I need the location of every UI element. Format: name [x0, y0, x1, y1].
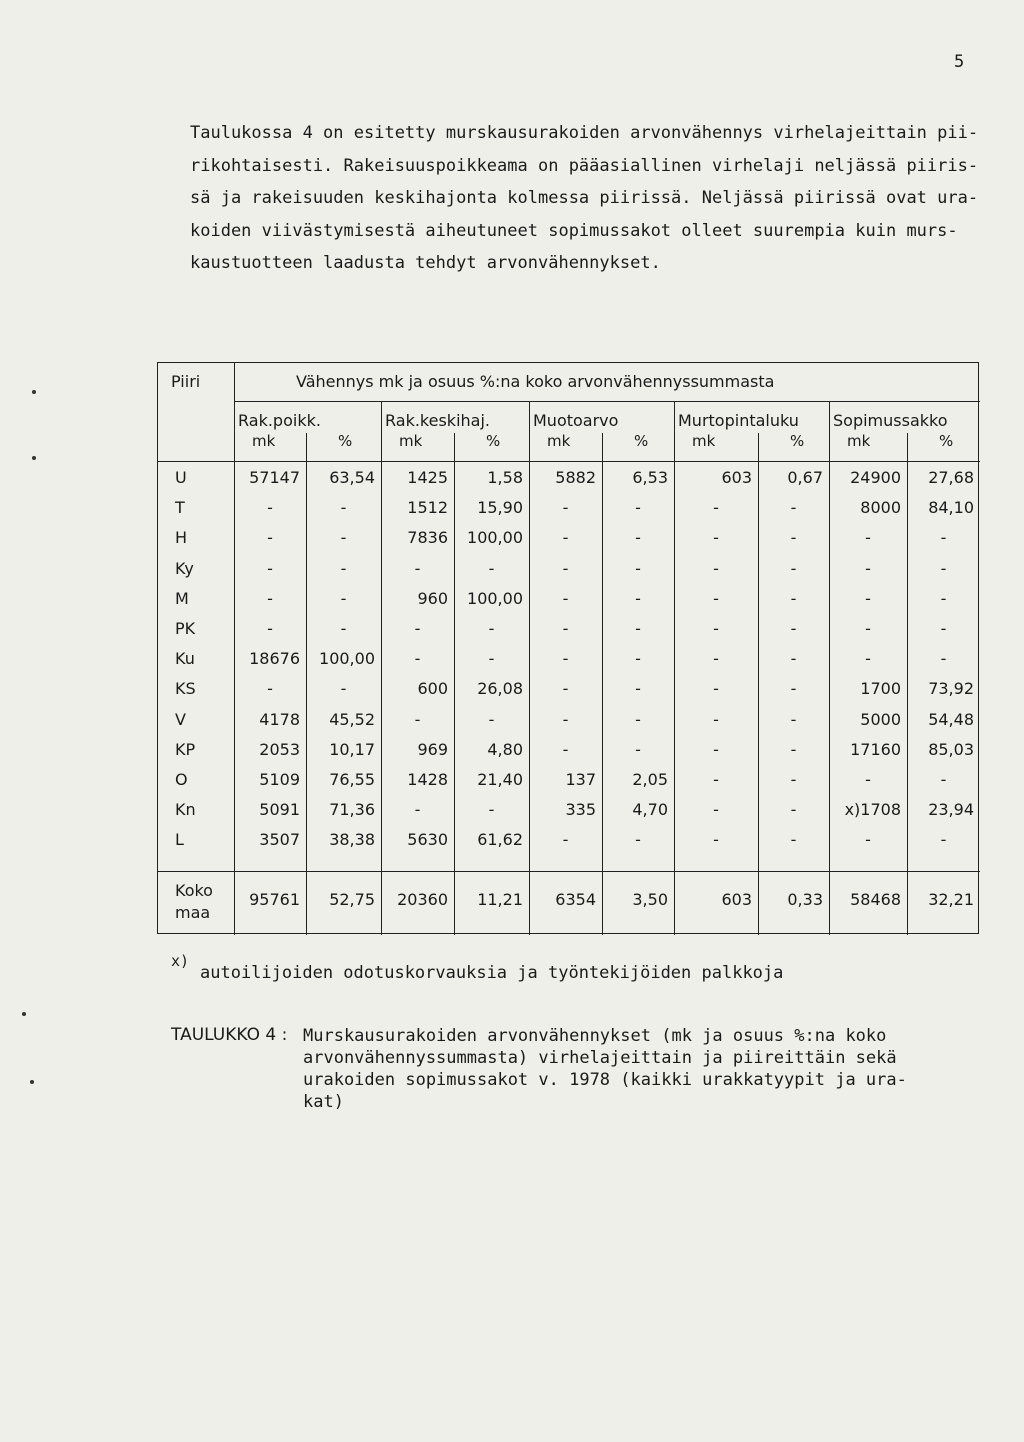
table-cell: -: [635, 649, 641, 669]
table-cell: 76,55: [329, 770, 375, 789]
total-cell: 20360: [397, 890, 448, 909]
table-cell: 84,10: [928, 498, 974, 518]
row-label: T: [175, 498, 185, 518]
row-label: KS: [175, 679, 196, 699]
table-cell: 4,80: [487, 739, 523, 759]
table-cell: -: [267, 619, 273, 638]
table-cell: -: [790, 528, 797, 548]
table-cell: -: [713, 588, 719, 608]
table-cell: 18676: [249, 649, 300, 669]
group-header: Sopimussakko: [833, 411, 948, 430]
table-cell: -: [562, 649, 569, 669]
table-cell: 335: [565, 800, 596, 820]
table-cell: 27,68: [928, 468, 974, 487]
table-cell: -: [865, 770, 871, 789]
table-cell: -: [790, 679, 797, 699]
unit-mk: mk: [399, 432, 423, 450]
table-cell: 57147: [249, 468, 300, 487]
row-label: KP: [175, 739, 196, 759]
table-rule: [234, 401, 980, 402]
table-rule: [907, 433, 908, 461]
row-label: PK: [175, 619, 196, 638]
table-cell: -: [267, 588, 273, 608]
table-cell: 2053: [259, 739, 300, 759]
table-cell: -: [713, 498, 719, 518]
total-cell: 3,50: [632, 890, 668, 909]
paragraph-line: kaustuotteen laadusta tehdyt arvonvähennykset.: [190, 253, 661, 273]
table-rule: [234, 363, 235, 935]
row-label: L: [175, 830, 184, 850]
table-cell: -: [340, 588, 347, 608]
table-cell: 10,17: [329, 739, 375, 759]
table-cell: 15,90: [477, 498, 523, 518]
table-cell: -: [267, 528, 273, 548]
table-rule: [602, 433, 603, 461]
unit-pct: %: [486, 432, 501, 450]
table-cell: -: [267, 679, 273, 699]
total-cell: 58468: [850, 890, 901, 909]
table-cell: -: [488, 800, 495, 820]
table-cell: -: [940, 528, 947, 548]
table-cell: -: [562, 528, 569, 548]
table-cell: -: [488, 649, 495, 669]
table-cell: -: [635, 498, 641, 518]
row-label: H: [175, 528, 188, 548]
table-cell: -: [713, 800, 719, 820]
table-cell: -: [414, 800, 421, 820]
body-paragraph: [190, 117, 990, 280]
table-cell: 100,00: [467, 528, 523, 548]
table-cell: -: [562, 709, 569, 729]
caption-text: [303, 1025, 943, 1113]
table-cell: -: [940, 649, 947, 669]
row-label: V: [175, 709, 186, 729]
total-label: maa: [175, 903, 211, 922]
table-rule: [306, 433, 307, 461]
total-cell: 95761: [249, 890, 300, 909]
table-cell: 5109: [259, 770, 300, 789]
table-cell: -: [562, 679, 569, 699]
table-cell: -: [790, 830, 797, 850]
margin-dot: [30, 1080, 34, 1084]
unit-pct: %: [634, 432, 649, 450]
table-cell: 0,67: [787, 468, 823, 487]
unit-mk: mk: [847, 432, 871, 450]
total-label: Koko: [175, 881, 213, 900]
group-header: Rak.keskihaj.: [385, 411, 490, 430]
table-cell: -: [635, 739, 641, 759]
table-cell: 17160: [850, 739, 901, 759]
table-cell: -: [340, 619, 347, 638]
table-cell: -: [488, 709, 495, 729]
table-cell: -: [562, 588, 569, 608]
table-cell: 3507: [259, 830, 300, 850]
footnote-mark: x): [171, 952, 190, 970]
row-label: Kn: [175, 800, 196, 820]
table-cell: -: [865, 830, 871, 850]
paragraph-line: sä ja rakeisuuden keskihajonta kolmessa piirissä. Neljässä piirissä ovat ura-: [190, 188, 979, 208]
table-cell: 21,40: [477, 770, 523, 789]
table-cell: -: [865, 649, 871, 669]
table-cell: 38,38: [329, 830, 375, 850]
table-cell: 1425: [407, 468, 448, 487]
table-cell: -: [790, 558, 797, 578]
table-cell: 26,08: [477, 679, 523, 699]
table-cell: -: [713, 528, 719, 548]
table-cell: -: [414, 619, 421, 638]
table-cell: 137: [565, 770, 596, 789]
caption-line: Murskausurakoiden arvonvähennykset (mk ja osuus %:na koko: [303, 1026, 887, 1046]
total-cell: 6354: [555, 890, 596, 909]
table-cell: -: [940, 558, 947, 578]
table-cell: -: [562, 498, 569, 518]
table-cell: -: [562, 830, 569, 850]
unit-pct: %: [338, 432, 353, 450]
table-cell: 63,54: [329, 468, 375, 487]
unit-mk: mk: [252, 432, 276, 450]
table-cell: -: [790, 770, 797, 789]
table-cell: -: [790, 619, 797, 638]
table-cell: 960: [417, 588, 448, 608]
table-cell: -: [865, 528, 871, 548]
table-cell: -: [790, 739, 797, 759]
paragraph-line: Taulukossa 4 on esitetty murskausurakoiden arvonvähennys virhelajeittain pii-: [190, 123, 979, 143]
table-cell: -: [713, 619, 719, 638]
row-label: O: [175, 770, 188, 789]
table-cell: -: [267, 558, 273, 578]
unit-mk: mk: [547, 432, 571, 450]
table-cell: 45,52: [329, 709, 375, 729]
total-cell: 32,21: [928, 890, 974, 909]
caption-line: urakoiden sopimussakot v. 1978 (kaikki urakkatyypit ja ura-: [303, 1070, 907, 1090]
table-cell: -: [340, 498, 347, 518]
table-cell: -: [790, 649, 797, 669]
footnote-text: autoilijoiden odotuskorvauksia ja työntekijöiden palkkoja: [200, 963, 784, 983]
total-cell: 603: [721, 890, 752, 909]
table-cell: -: [340, 679, 347, 699]
table-cell: 5630: [407, 830, 448, 850]
row-label: Ku: [175, 649, 195, 669]
table-rule: [158, 461, 980, 462]
table-rule: [454, 433, 455, 461]
caption-label: TAULUKKO 4 :: [171, 1025, 288, 1045]
table-cell: -: [790, 588, 797, 608]
table-cell: -: [865, 588, 871, 608]
table-cell: -: [488, 619, 495, 638]
table-cell: -: [562, 558, 569, 578]
table-cell: -: [267, 498, 273, 518]
paragraph-line: rikohtaisesti. Rakeisuuspoikkeama on pääasiallinen virhelaji neljässä piiris-: [190, 155, 979, 176]
table-cell: -: [635, 588, 641, 608]
table-cell: -: [635, 528, 641, 548]
row-label: M: [175, 588, 189, 608]
row-label: Ky: [175, 558, 194, 578]
table-cell: -: [340, 558, 347, 578]
table-cell: 1700: [860, 679, 901, 699]
table-cell: -: [940, 588, 947, 608]
table-cell: -: [713, 558, 719, 578]
group-header: Rak.poikk.: [238, 411, 321, 430]
unit-pct: %: [790, 432, 805, 450]
table-cell: 61,62: [477, 830, 523, 850]
table-cell: 100,00: [319, 649, 375, 669]
table-cell: 4,70: [632, 800, 668, 820]
table-cell: 5882: [555, 468, 596, 487]
table-cell: -: [940, 770, 947, 789]
piiri-header: Piiri: [171, 372, 201, 391]
table-rule: [158, 871, 980, 872]
table-cell: -: [713, 830, 719, 850]
table-cell: x)1708: [844, 800, 901, 820]
table-cell: 5091: [259, 800, 300, 820]
data-table: [157, 362, 979, 934]
total-cell: 0,33: [787, 890, 823, 909]
table-cell: -: [713, 679, 719, 699]
table-cell: -: [940, 830, 947, 850]
table-cell: 1,58: [487, 468, 523, 487]
table-cell: -: [340, 528, 347, 548]
table-cell: 603: [721, 468, 752, 487]
table-cell: -: [713, 649, 719, 669]
table-rule: [758, 433, 759, 461]
table-cell: 54,48: [928, 709, 974, 729]
table-cell: -: [713, 739, 719, 759]
main-header: Vähennys mk ja osuus %:na koko arvonvähennyssummasta: [296, 372, 775, 391]
table-cell: 5000: [860, 709, 901, 729]
table-cell: 73,92: [928, 679, 974, 699]
table-cell: 969: [417, 739, 448, 759]
table-cell: -: [635, 558, 641, 578]
table-cell: 6,53: [632, 468, 668, 487]
unit-pct: %: [939, 432, 954, 450]
group-header: Muotoarvo: [533, 411, 619, 430]
table-cell: -: [414, 709, 421, 729]
table-cell: -: [713, 770, 719, 789]
table-cell: 100,00: [467, 588, 523, 608]
table-cell: -: [635, 619, 641, 638]
table-cell: -: [635, 709, 641, 729]
unit-mk: mk: [692, 432, 716, 450]
table-cell: -: [488, 558, 495, 578]
table-cell: -: [635, 830, 641, 850]
table-cell: -: [940, 619, 947, 638]
table-cell: -: [562, 739, 569, 759]
table-cell: -: [865, 558, 871, 578]
table-cell: 71,36: [329, 800, 375, 820]
table-cell: -: [414, 558, 421, 578]
table-cell: 85,03: [928, 739, 974, 759]
margin-dot: [22, 1012, 26, 1016]
table-cell: 8000: [860, 498, 901, 518]
table-rule: [454, 461, 455, 935]
margin-dot: [32, 456, 36, 460]
table-cell: -: [790, 800, 797, 820]
caption-line: arvonvähennyssummasta) virhelajeittain ja piireittäin sekä: [303, 1048, 897, 1068]
table-cell: 23,94: [928, 800, 974, 820]
caption-line: kat): [303, 1092, 344, 1112]
table-cell: 1512: [407, 498, 448, 518]
table-cell: 24900: [850, 468, 901, 487]
table-cell: -: [562, 619, 569, 638]
group-header: Murtopintaluku: [678, 411, 799, 430]
table-cell: 4178: [259, 709, 300, 729]
table-cell: -: [713, 709, 719, 729]
row-label: U: [175, 468, 187, 487]
paragraph-line: koiden viivästymisestä aiheutuneet sopimussakot olleet suurempia kuin murs-: [190, 220, 958, 241]
table-cell: -: [790, 709, 797, 729]
total-cell: 11,21: [477, 890, 523, 909]
table-cell: 600: [417, 679, 448, 699]
table-cell: -: [865, 619, 871, 638]
table-cell: -: [790, 498, 797, 518]
page-number: 5: [954, 52, 965, 72]
table-cell: -: [414, 649, 421, 669]
table-cell: 7836: [407, 528, 448, 548]
total-cell: 52,75: [329, 890, 375, 909]
table-cell: 2,05: [632, 770, 668, 789]
margin-dot: [32, 390, 36, 394]
table-cell: -: [635, 679, 641, 699]
table-cell: 1428: [407, 770, 448, 789]
